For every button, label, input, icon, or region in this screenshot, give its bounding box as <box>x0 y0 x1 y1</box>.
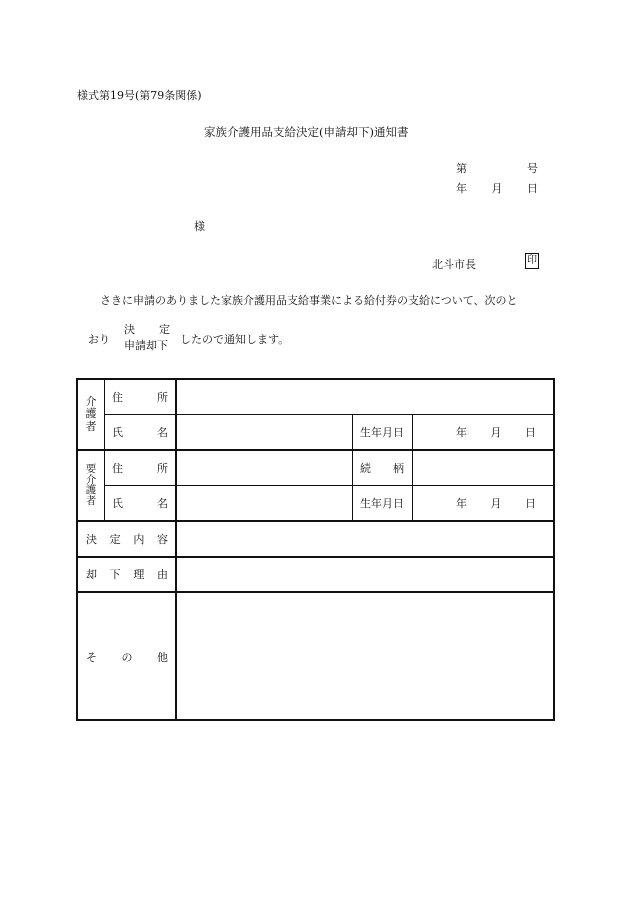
care-recipient-label: 要 介 護 者 <box>85 463 97 507</box>
notification-table <box>76 378 555 721</box>
body-suffix: したので通知します。 <box>180 333 290 346</box>
form-number: 様式第19号(第79条関係) <box>77 89 202 102</box>
body-line-1: さきに申請のありました家族介護用品支給事業による給付券の支給について、次のと <box>100 294 518 307</box>
seal-mark: 印 <box>525 253 539 269</box>
recipient-birthdate-label: 生年月日 <box>360 497 404 510</box>
number-prefix: 第 <box>456 162 467 175</box>
sender-name: 北斗市長 <box>432 258 476 271</box>
choice-rejection: 申請却下 <box>124 338 168 352</box>
recipient-address-label: 住 所 <box>112 461 168 475</box>
date-day: 日 <box>527 182 538 195</box>
recipient-birthdate-value: 年 月 日 <box>456 497 536 510</box>
relationship-label: 続 柄 <box>360 461 404 475</box>
choice-decision: 決 定 <box>124 323 170 336</box>
document-number-line <box>456 160 538 176</box>
document-title: 家族介護用品支給決定(申請却下)通知書 <box>204 125 409 139</box>
other-label: そ の 他 <box>86 650 168 664</box>
decision-choice <box>124 322 170 354</box>
rejection-reason-label: 却 下 理 由 <box>86 568 168 581</box>
recipient-suffix: 様 <box>194 220 205 233</box>
date-year: 年 <box>456 182 467 195</box>
caregiver-birthdate-label: 生年月日 <box>360 426 404 439</box>
caregiver-name-label: 氏 名 <box>112 426 168 439</box>
date-line <box>456 180 538 196</box>
decision-content-label: 決 定 内 容 <box>86 532 168 546</box>
date-month: 月 <box>491 182 503 195</box>
caregiver-birthdate-value: 年 月 日 <box>456 426 536 439</box>
caregiver-label: 介 護 者 <box>85 395 97 433</box>
number-suffix: 号 <box>527 162 538 175</box>
body-prefix: おり <box>88 333 110 346</box>
recipient-name-label: 氏 名 <box>112 497 168 510</box>
caregiver-address-label: 住 所 <box>112 391 168 404</box>
